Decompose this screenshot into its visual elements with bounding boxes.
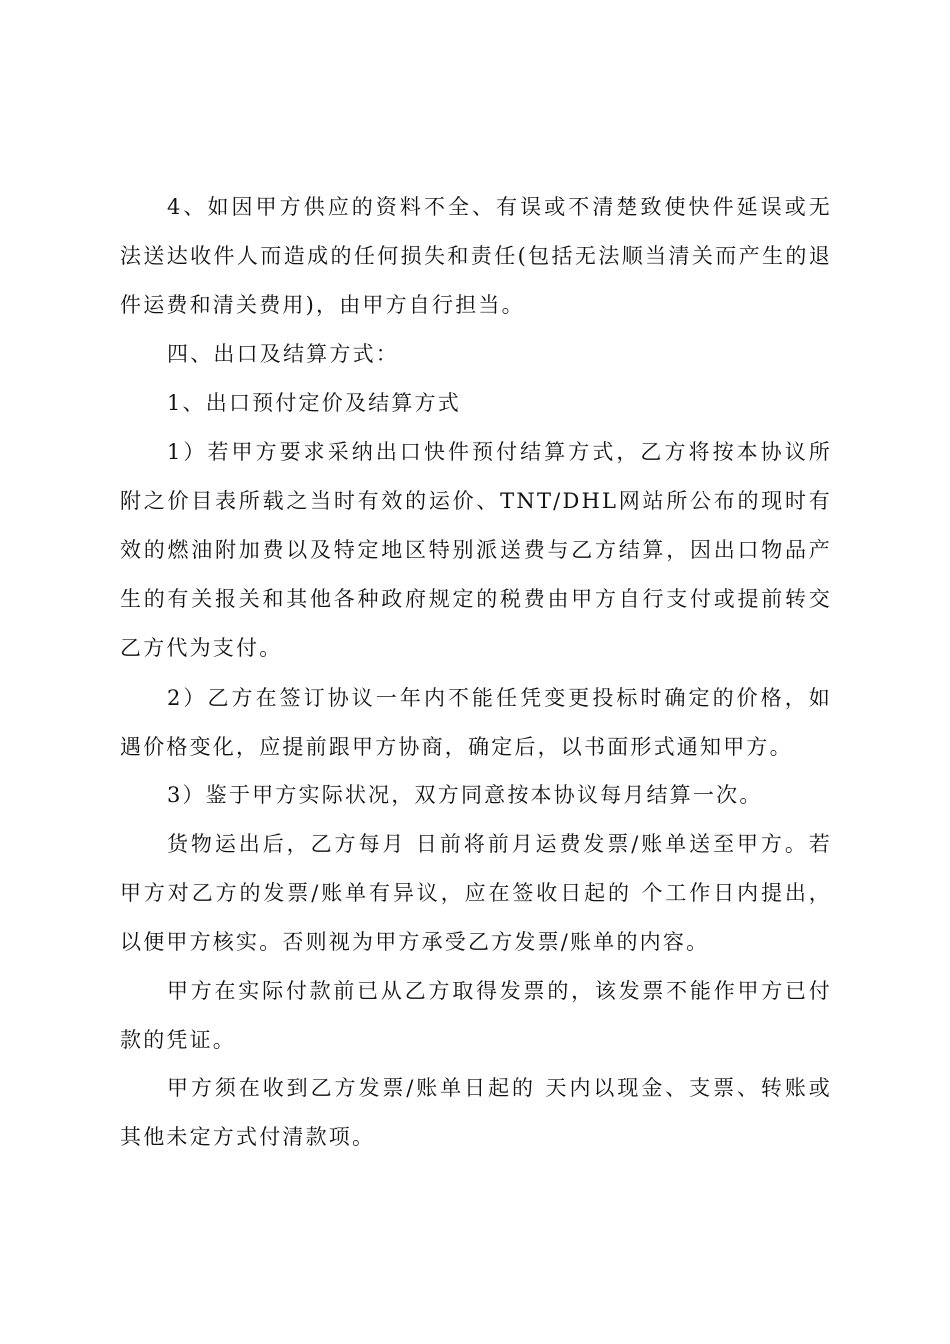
paragraph-receipt: 甲方在实际付款前已从乙方取得发票的，该发票不能作甲方已付款的凭证。 [120,979,832,1052]
paragraph-invoice: 货物运出后，乙方每月 日前将前月运费发票/账单送至甲方。若甲方对乙方的发票/账单有异议，应在签收日起的 个工作日内提出，以便甲方核实。否则视为甲方承受乙方发票/账单的内容。 [120,832,832,954]
paragraph-item-1: 1）若甲方要求采纳出口快件预付结算方式，乙方将按本协议所附之价目表所载之当时有效的运价、TNT/DHL网站所公布的现时有效的燃油附加费以及特定地区特别派送费与乙方结算，因出口物品产生的有关报关和其他各种政府规定的税费由甲方自行支付或提前转交乙方代为支付。 [120,440,832,660]
paragraph-item-2: 2）乙方在签订协议一年内不能任凭变更投标时确定的价格，如遇价格变化，应提前跟甲方协商，确定后，以书面形式通知甲方。 [120,686,832,759]
section-heading-4: 四、出口及结算方式： [167,342,399,366]
paragraph-payment: 甲方须在收到乙方发票/账单日起的 天内以现金、支票、转账或其他未定方式付清款项。 [120,1076,832,1149]
paragraph-item-3: 3）鉴于甲方实际状况，双方同意按本协议每月结算一次。 [167,783,763,807]
subsection-heading-1: 1、出口预付定价及结算方式 [167,391,461,415]
paragraph-clause-4: 4、如因甲方供应的资料不全、有误或不清楚致使快件延误或无法送达收件人而造成的任何损失和责任(包括无法顺当清关而产生的退件运费和清关费用)，由甲方自行担当。 [120,195,832,317]
